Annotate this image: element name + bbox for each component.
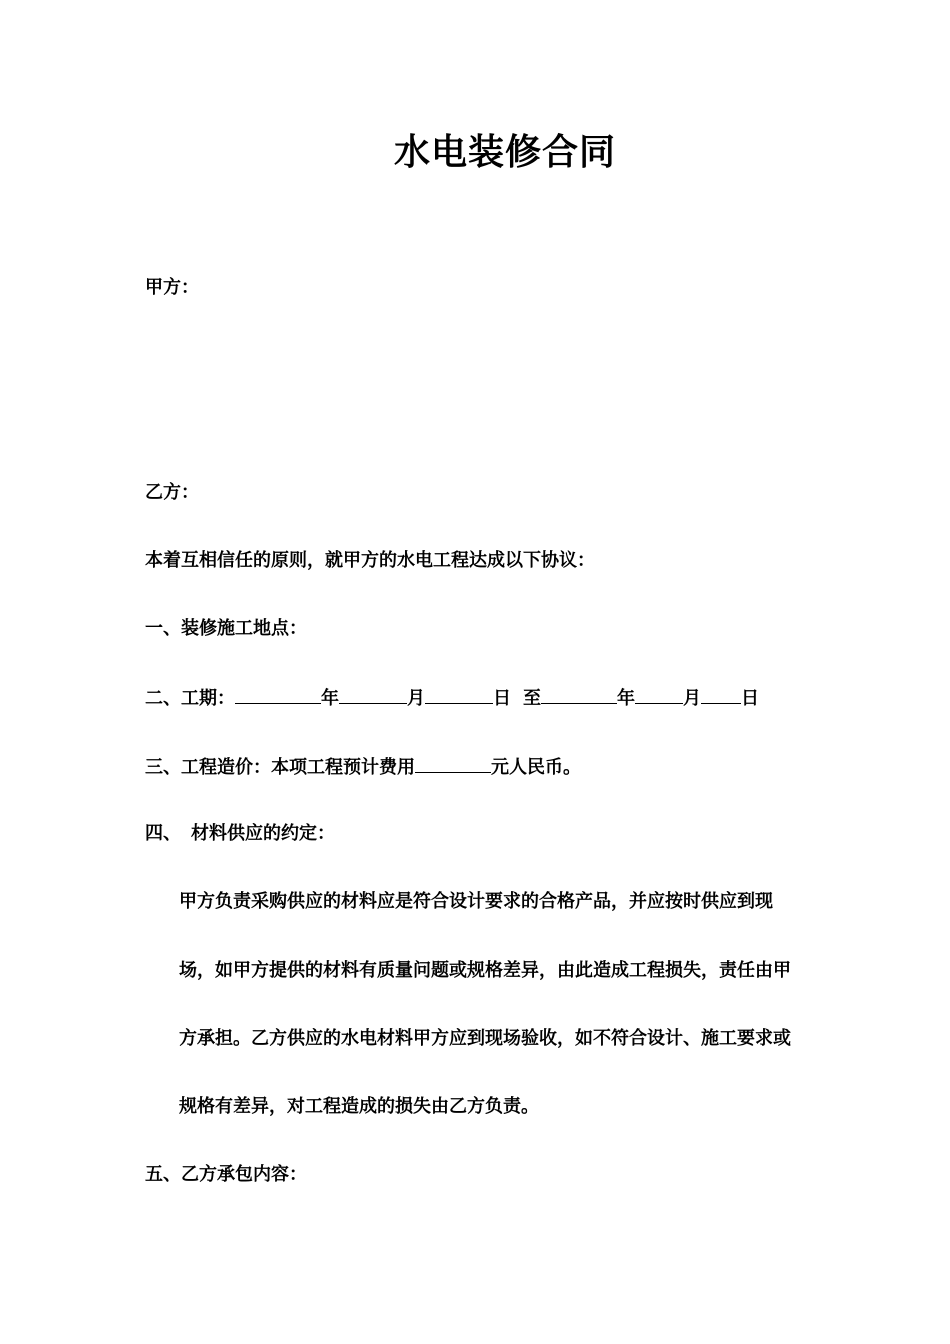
party-a-label: 甲方： xyxy=(145,277,199,298)
section-4-number: 四、 xyxy=(145,823,181,844)
start-year-blank xyxy=(235,685,321,704)
section-4-heading xyxy=(145,822,335,846)
end-day-blank xyxy=(701,685,741,704)
section-2-period xyxy=(145,685,759,711)
cost-amount-blank xyxy=(415,754,491,773)
section-1-location: 一、装修施工地点： xyxy=(145,618,307,639)
section-2-prefix: 二、工期： xyxy=(145,688,235,709)
end-month-blank xyxy=(635,685,683,704)
section-3-prefix: 三、工程造价：本项工程预计费用 xyxy=(145,757,415,778)
start-year-unit: 年 xyxy=(321,688,339,709)
period-to: 至 xyxy=(523,688,541,709)
section-4-line-4: 规格有差异，对工程造成的损失由乙方负责。 xyxy=(179,1096,539,1117)
end-day-unit: 日 xyxy=(741,688,759,709)
start-day-unit: 日 xyxy=(493,688,511,709)
section-3-cost xyxy=(145,754,581,780)
section-4-title: 材料供应的约定： xyxy=(191,823,335,844)
section-4-line-3: 方承担。乙方供应的水电材料甲方应到现场验收，如不符合设计、施工要求或 xyxy=(179,1028,791,1049)
end-year-blank xyxy=(541,685,617,704)
section-4-line-1: 甲方负责采购供应的材料应是符合设计要求的合格产品，并应按时供应到现 xyxy=(179,891,773,912)
document-title: 水电装修合同 xyxy=(393,131,616,173)
intro-paragraph: 本着互相信任的原则，就甲方的水电工程达成以下协议： xyxy=(145,550,595,571)
start-month-blank xyxy=(339,685,407,704)
start-day-blank xyxy=(425,685,493,704)
end-month-unit: 月 xyxy=(683,688,701,709)
end-year-unit: 年 xyxy=(617,688,635,709)
section-5-scope: 五、乙方承包内容： xyxy=(145,1164,307,1185)
section-3-suffix: 元人民币。 xyxy=(491,757,581,778)
section-4-line-2: 场，如甲方提供的材料有质量问题或规格差异，由此造成工程损失，责任由甲 xyxy=(179,960,791,981)
start-month-unit: 月 xyxy=(407,688,425,709)
party-b-label: 乙方： xyxy=(145,482,199,503)
